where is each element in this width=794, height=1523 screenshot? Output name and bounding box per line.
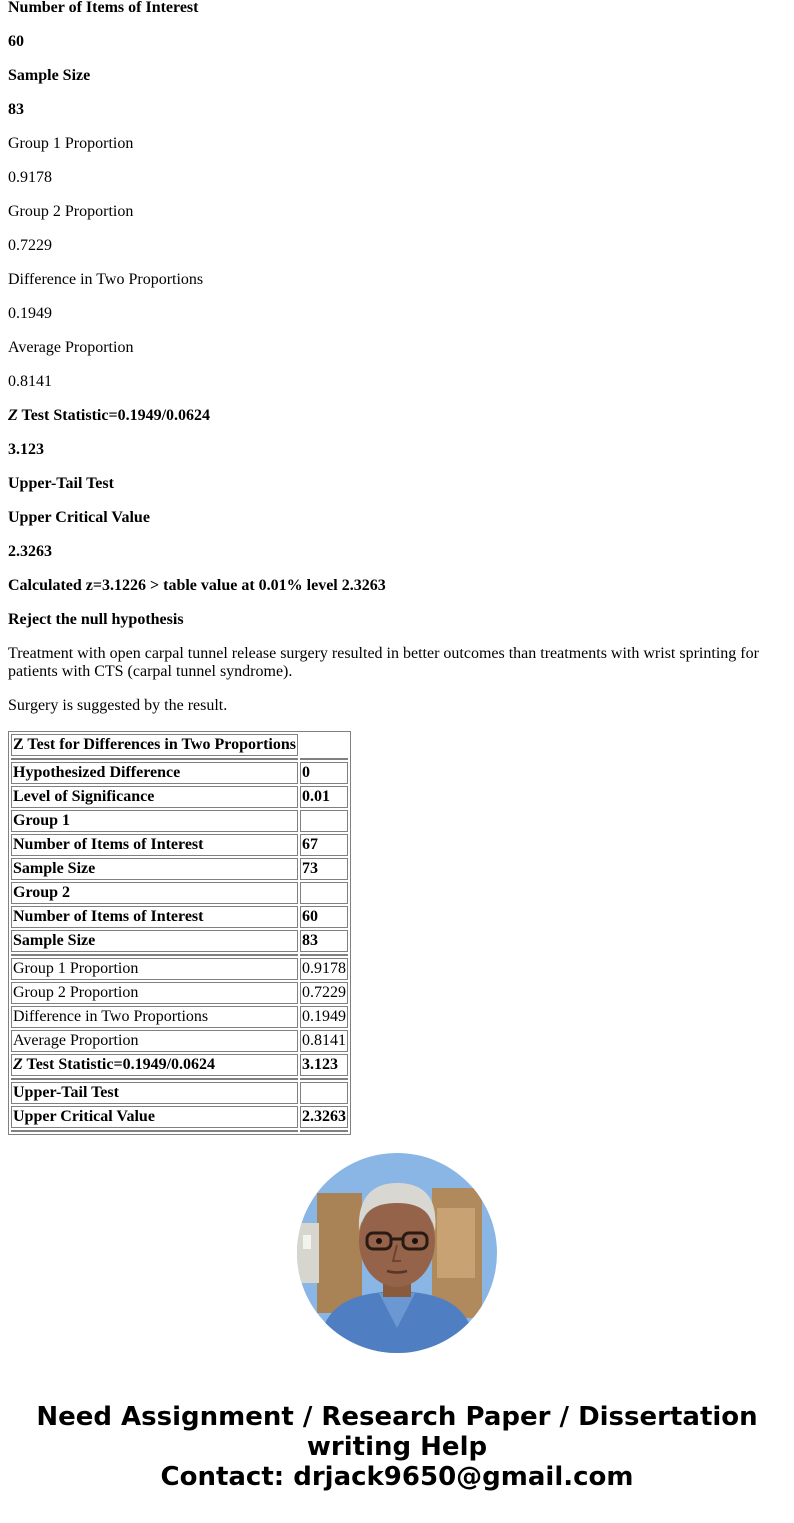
table-cell-label: Group 2 Proportion (11, 982, 298, 1004)
table-cell-value: 83 (300, 930, 348, 952)
table-cell-value: 2.3263 (300, 1106, 348, 1128)
summary-line: Number of Items of Interest (8, 0, 199, 16)
z-statistic-line (8, 407, 778, 425)
table-row (11, 982, 348, 1004)
banner-line-2: writing Help (306, 1432, 488, 1462)
z-statistic-value: 3.123 (8, 441, 44, 458)
summary-line: 0.7229 (8, 237, 52, 254)
table-cell-value: 0.01 (300, 786, 348, 808)
table-cell-value: 73 (300, 858, 348, 880)
table-cell-value: 0.7229 (300, 982, 348, 1004)
table-cell-value (300, 1082, 348, 1104)
summary-line: 0.8141 (8, 373, 52, 390)
summary-lines (8, 0, 778, 391)
table-row (11, 906, 348, 928)
table-cell-value: 67 (300, 834, 348, 856)
table-row (11, 930, 348, 952)
table-cell-value (300, 882, 348, 904)
test-result-line: 2.3263 (8, 543, 52, 560)
summary-line: 60 (8, 33, 24, 50)
table-cell-value: 0.8141 (300, 1030, 348, 1052)
z-statistic-text: Test Statistic=0.1949/0.0624 (17, 407, 211, 424)
table-cell-value (300, 810, 348, 832)
z-symbol: Z (13, 1056, 23, 1073)
table-row (11, 810, 348, 832)
table-row (11, 786, 348, 808)
table-cell-label: Number of Items of Interest (11, 834, 298, 856)
table-cell-label: Number of Items of Interest (11, 906, 298, 928)
table-row (11, 1082, 348, 1104)
summary-line: Group 1 Proportion (8, 135, 134, 152)
summary-line: 0.1949 (8, 305, 52, 322)
z-label-text: Test Statistic=0.1949/0.0624 (22, 1056, 216, 1073)
table-cell-label: Average Proportion (11, 1030, 298, 1052)
table-cell-label: Level of Significance (11, 786, 298, 808)
banner-line-1: Need Assignment / Research Paper / Dissertation (36, 1402, 758, 1432)
table-row (11, 1054, 348, 1076)
table-row (11, 762, 348, 784)
z-test-table (8, 731, 351, 1135)
test-result-lines (8, 475, 778, 629)
summary-line: Average Proportion (8, 339, 134, 356)
table-cell-value: 0 (300, 762, 348, 784)
table-title-blank (300, 734, 348, 756)
table-row (11, 1006, 348, 1028)
table-title: Z Test for Differences in Two Proportions (11, 734, 298, 756)
table-cell-label: Hypothesized Difference (11, 762, 298, 784)
table-row (11, 1030, 348, 1052)
table-row (11, 958, 348, 980)
table-cell-value: 3.123 (300, 1054, 348, 1076)
conclusion-paragraph: Treatment with open carpal tunnel release surgery resulted in better outcomes than treatments with wrist sprinting for patients with CTS (carpal tunnel syndrome). (8, 645, 759, 680)
author-avatar (297, 1153, 497, 1353)
test-result-line: Reject the null hypothesis (8, 611, 184, 628)
summary-line: 83 (8, 101, 24, 118)
table-row (11, 882, 348, 904)
summary-line: Group 2 Proportion (8, 203, 134, 220)
portrait-image (297, 1153, 497, 1353)
table-separator (11, 758, 348, 760)
table-row (11, 858, 348, 880)
table-cell-label: Sample Size (11, 858, 298, 880)
test-result-line: Upper-Tail Test (8, 475, 114, 492)
table-cell-value: 0.1949 (300, 1006, 348, 1028)
test-result-line: Calculated z=3.1226 > table value at 0.01% level 2.3263 (8, 577, 386, 594)
summary-line: Sample Size (8, 67, 91, 84)
table-title-row (11, 734, 348, 756)
table-cell-label: Group 1 (11, 810, 298, 832)
summary-line: 0.9178 (8, 169, 52, 186)
z-symbol: Z (8, 407, 18, 424)
table-cell-label: Upper Critical Value (11, 1106, 298, 1128)
suggestion-paragraph: Surgery is suggested by the result. (8, 697, 228, 714)
table-cell-label: Sample Size (11, 930, 298, 952)
table-row (11, 834, 348, 856)
table-cell-label: Difference in Two Proportions (11, 1006, 298, 1028)
table-cell-label (11, 1054, 298, 1076)
summary-line: Difference in Two Proportions (8, 271, 204, 288)
document-body (8, 0, 778, 1135)
table-cell-label: Group 1 Proportion (11, 958, 298, 980)
banner-contact: Contact: drjack9650@gmail.com (160, 1462, 634, 1492)
table-separator (11, 1078, 348, 1080)
table-separator (11, 954, 348, 956)
table-cell-label: Group 2 (11, 882, 298, 904)
table-row (11, 1106, 348, 1128)
table-cell-value: 0.9178 (300, 958, 348, 980)
test-result-line: Upper Critical Value (8, 509, 150, 526)
table-separator (11, 1130, 348, 1132)
help-banner (0, 1402, 794, 1492)
table-cell-label: Upper-Tail Test (11, 1082, 298, 1104)
table-cell-value: 60 (300, 906, 348, 928)
